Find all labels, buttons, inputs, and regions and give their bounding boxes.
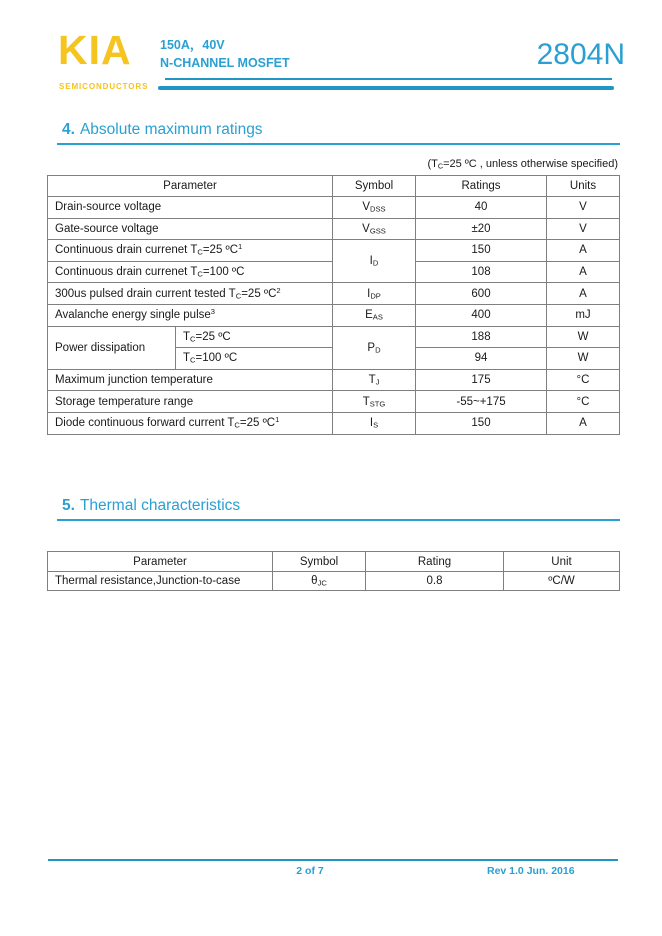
table-row: [48, 391, 620, 413]
table-cell: $I_D$: [333, 240, 416, 283]
table-cell: Ratings: [416, 176, 547, 197]
table-header-row: [48, 552, 620, 572]
kia-logo-subtext: SEMICONDUCTORS: [59, 82, 149, 91]
table-cell: $V_{DSS}$: [333, 197, 416, 219]
table-cell: A: [547, 283, 620, 305]
section-5-heading: [62, 497, 240, 515]
table-cell: Continuous drain currenet $T_C=100$ ºC: [48, 261, 333, 283]
page-number: 2 of 7: [296, 865, 324, 877]
table-cell: $V_{GSS}$: [333, 218, 416, 240]
table-cell: Diode continuous forward current $T_C=25$ ºC$^1$: [48, 412, 333, 434]
table-cell: Gate-source voltage: [48, 218, 333, 240]
table-row: [48, 240, 620, 262]
table-cell: $T_{STG}$: [333, 391, 416, 413]
table-header-row: [48, 176, 620, 197]
header-rule-thin: [165, 78, 612, 80]
table-body: [48, 197, 620, 435]
table-cell: $T_J$: [333, 369, 416, 391]
table-cell: 175: [416, 369, 547, 391]
device-type-line: N-CHANNEL MOSFET: [160, 56, 290, 70]
table-cell: ºC/W: [504, 572, 620, 591]
table-cell: Continuous drain currenet $T_C=25$ ºC$^1$: [48, 240, 333, 262]
table-cell: 150: [416, 412, 547, 434]
table-row: [48, 326, 620, 348]
table-cell: V: [547, 197, 620, 219]
table-cell: A: [547, 261, 620, 283]
table-cell: 40: [416, 197, 547, 219]
table-cell: Symbol: [333, 176, 416, 197]
table-cell: 150: [416, 240, 547, 262]
table-header: [48, 176, 620, 197]
section-5-title: Thermal characteristics: [79, 497, 241, 514]
table-cell: 188: [416, 326, 547, 348]
table-cell: Drain-source voltage: [48, 197, 333, 219]
table-cell: Unit: [504, 552, 620, 572]
section-4-number: 4.: [62, 121, 75, 138]
table-row: [48, 218, 620, 240]
table-row: [48, 197, 620, 219]
table-cell: Parameter: [48, 552, 273, 572]
kia-logo: KIA: [58, 27, 132, 73]
table-cell: Parameter: [48, 176, 333, 197]
footer-rule: [48, 859, 618, 861]
table-cell: Power dissipation: [48, 326, 176, 369]
table-cell: °C: [547, 369, 620, 391]
table-row: [48, 283, 620, 305]
table-cell: Thermal resistance,Junction-to-case: [48, 572, 273, 591]
table-cell: 300us pulsed drain current tested $T_C=25$ ºC$^2$: [48, 283, 333, 305]
table-cell: $T_C=100$ ºC: [176, 348, 333, 370]
table-row: [48, 572, 620, 591]
table-cell: °C: [547, 391, 620, 413]
section-4-heading: [62, 121, 263, 139]
table-cell: A: [547, 240, 620, 262]
table-row: [48, 412, 620, 434]
section-5-underline: [57, 519, 620, 521]
part-number: 2804N: [536, 38, 625, 71]
section-4-title: Absolute maximum ratings: [79, 121, 263, 138]
table-row: [48, 369, 620, 391]
table-cell: Symbol: [273, 552, 366, 572]
table-cell: 600: [416, 283, 547, 305]
table-cell: $E_{AS}$: [333, 304, 416, 326]
table-cell: $\theta_{JC}$: [273, 572, 366, 591]
header-rule-thick: [158, 86, 614, 90]
table-cell: A: [547, 412, 620, 434]
absolute-maximum-ratings-table: [47, 175, 620, 435]
table-cell: -55~+175: [416, 391, 547, 413]
table-cell: Avalanche energy single pulse$^3$: [48, 304, 333, 326]
table-cell: $I_{DP}$: [333, 283, 416, 305]
table-body: [48, 572, 620, 591]
table-cell: 400: [416, 304, 547, 326]
section-5-number: 5.: [62, 497, 75, 514]
table-cell: mJ: [547, 304, 620, 326]
table-cell: ±20: [416, 218, 547, 240]
table-cell: V: [547, 218, 620, 240]
table-cell: W: [547, 326, 620, 348]
revision-label: Rev 1.0 Jun. 2016: [487, 865, 575, 877]
device-summary: [160, 36, 290, 72]
conditions-note: ($T_C=25$ ºC , unless otherwise specified): [427, 158, 618, 171]
table-cell: $I_S$: [333, 412, 416, 434]
table-cell: Units: [547, 176, 620, 197]
table-cell: Storage temperature range: [48, 391, 333, 413]
table-cell: Maximum junction temperature: [48, 369, 333, 391]
table-cell: 94: [416, 348, 547, 370]
table-row: [48, 304, 620, 326]
table-cell: 0.8: [366, 572, 504, 591]
table-cell: 108: [416, 261, 547, 283]
thermal-characteristics-table: [47, 551, 620, 591]
table-cell: W: [547, 348, 620, 370]
table-cell: $P_D$: [333, 326, 416, 369]
device-rating-line: 150A，40V: [160, 38, 225, 52]
table-cell: $T_C=25$ ºC: [176, 326, 333, 348]
table-header: [48, 552, 620, 572]
table-cell: Rating: [366, 552, 504, 572]
section-4-underline: [57, 143, 620, 145]
